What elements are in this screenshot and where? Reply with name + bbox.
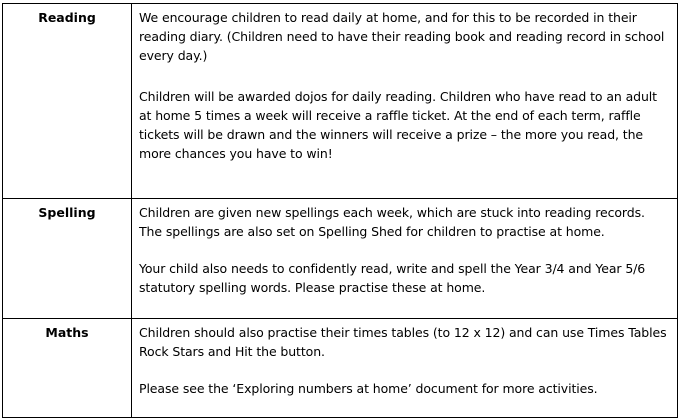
- maths-paragraph-1: Children should also practise their times tables (to 12 x 12) and can use Times Tables Rock Stars and Hit the button.: [139, 325, 667, 359]
- table-row-reading: [3, 4, 678, 199]
- subject-cell-maths: [3, 319, 132, 418]
- subject-cell-spelling: [3, 199, 132, 319]
- subject-cell-reading: [3, 4, 132, 199]
- content-cell-reading: [132, 4, 678, 199]
- reading-paragraph-2: Children will be awarded dojos for daily reading. Children who have read to an adult at home 5 times a week will receive a raffle ticket. At the end of each term, raffle tickets will be drawn and the winners will receive a prize – the more you read, the more chances you have to win!: [139, 89, 657, 161]
- subject-label-maths: Maths: [45, 325, 89, 340]
- table-row-maths: [3, 319, 678, 418]
- spelling-paragraph-1: Children are given new spellings each week, which are stuck into reading records. The spellings are also set on Spelling Shed for children to practise at home.: [139, 205, 645, 239]
- content-cell-maths: [132, 319, 678, 418]
- spelling-paragraph-2: Your child also needs to confidently read, write and spell the Year 3/4 and Year 5/6 statutory spelling words. Please practise these at home.: [139, 261, 646, 295]
- subject-label-spelling: Spelling: [38, 205, 96, 220]
- maths-paragraph-2: Please see the ‘Exploring numbers at home’ document for more activities.: [139, 381, 598, 396]
- subject-label-reading: Reading: [38, 10, 96, 25]
- reading-paragraph-1: We encourage children to read daily at home, and for this to be recorded in their reading diary. (Children need to have their reading book and reading record in school every day.): [139, 10, 665, 63]
- content-cell-spelling: [132, 199, 678, 319]
- home-learning-table: [2, 3, 678, 418]
- table-row-spelling: [3, 199, 678, 319]
